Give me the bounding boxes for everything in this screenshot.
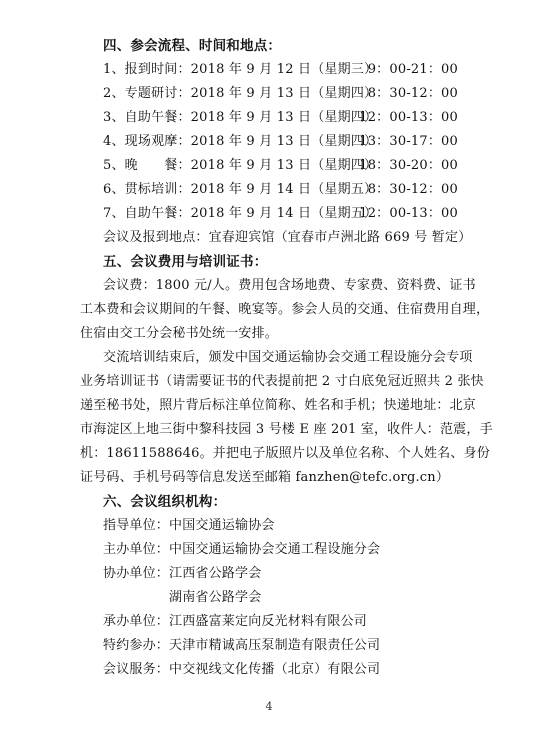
section5-heading: 五、会议费用与培训证书： [103,254,268,270]
org-value: 中交视线文化传播（北京）有限公司 [169,662,381,677]
section4-heading: 四、参会流程、时间和地点： [103,38,282,54]
schedule-label: 4、现场观摩：2018 年 9 月 13 日（星期四） [103,134,378,149]
org-label: 承办单位： [103,614,170,629]
fee-paragraph-line: 工本费和会议期间的午餐、晚宴等。参会人员的交通、住宿费用自理， [80,302,490,317]
org-label: 指导单位： [103,518,170,533]
schedule-label: 6、贯标培训：2018 年 9 月 14 日（星期五） [103,182,378,197]
schedule-label: 5、晚 餐：2018 年 9 月 13 日（星期四） [103,158,378,173]
schedule-time: 8：30-12：00 [367,86,458,101]
venue-text: 会议及报到地点：宜春迎宾馆（宜春市卢洲北路 669 号 暂定） [103,230,472,245]
schedule-label: 1、报到时间：2018 年 9 月 12 日（星期三） [103,62,378,77]
org-label: 会议服务： [103,662,170,677]
org-label: 协办单位： [103,566,170,581]
schedule-time: 8：30-12：00 [367,182,458,197]
page-number: 4 [265,700,273,713]
org-label: 主办单位： [103,542,170,557]
org-value: 天津市精诚高压泵制造有限责任公司 [169,638,381,653]
fee-paragraph-line: 住宿由交工分会秘书处统一安排。 [80,326,279,341]
org-value: 中国交通运输协会 [169,518,275,533]
cert-paragraph-line: 市海淀区上地三街中黎科技园 3 号楼 E 座 201 室，收件人：范震，手 [80,422,493,437]
schedule-time: 13：30-17：00 [359,134,458,149]
org-value: 江西盛富莱定向反光材料有限公司 [169,614,368,629]
schedule-time: 18：30-20：00 [359,158,458,173]
schedule-label: 2、专题研讨：2018 年 9 月 13 日（星期四） [103,86,378,101]
org-value: 江西省公路学会 [169,566,262,581]
fee-paragraph-line: 会议费：1800 元/人。费用包含场地费、专家费、资料费、证书 [103,278,476,293]
cert-paragraph-line: 证号码、手机号码等信息发送至邮箱 fanzhen@tefc.org.cn） [80,470,450,485]
schedule-label: 3、自助午餐：2018 年 9 月 13 日（星期四） [103,110,378,125]
cert-paragraph-line: 递至秘书处，照片背后标注单位简称、姓名和手机；快递地址：北京 [80,398,477,413]
schedule-time: 12：00-13：00 [359,110,458,125]
schedule-label: 7、自助午餐：2018 年 9 月 14 日（星期五） [103,206,378,221]
org-label: 特约参办： [103,638,170,653]
schedule-time: 12：00-13：00 [359,206,458,221]
org-value: 中国交通运输协会交通工程设施分会 [169,542,381,557]
cert-paragraph-line: 交流培训结束后，颁发中国交通运输协会交通工程设施分会专项 [103,350,473,365]
cert-paragraph-line: 机：18611588646。并把电子版照片以及单位名称、个人姓名、身份 [80,446,490,461]
org-value: 湖南省公路学会 [169,590,262,605]
cert-paragraph-line: 业务培训证书（请需要证书的代表提前把 2 寸白底免冠近照共 2 张快 [80,374,484,389]
schedule-time: 9：00-21：00 [367,62,458,77]
section6-heading: 六、会议组织机构： [103,494,227,510]
